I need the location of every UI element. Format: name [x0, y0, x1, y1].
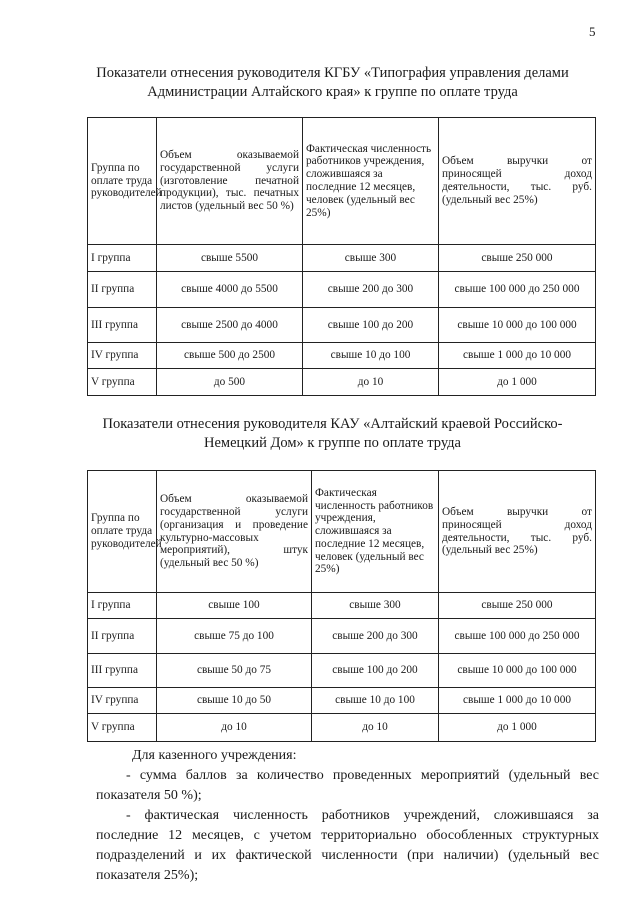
section2-title-line: Показатели отнесения руководителя КАУ «Алтайский краевой Российско-	[102, 416, 563, 432]
header-cell: Объем оказываемой государственной услуги (организация и проведение культурно-массовых мероприятий), штук (удельный вес 50 %)	[157, 471, 312, 593]
table-row	[88, 245, 596, 272]
table-cell: свыше 100 000 до 250 000	[439, 272, 596, 308]
table-cell: I группа	[88, 245, 157, 272]
table-header-row	[88, 118, 596, 245]
table-cell: свыше 100 до 200	[303, 308, 439, 343]
table-cell: до 1 000	[439, 369, 596, 396]
table-cell: свыше 100 до 200	[312, 654, 439, 688]
section2-title	[70, 415, 595, 453]
paragraph: Для казенного учреждения:	[132, 748, 297, 763]
table-row	[88, 654, 596, 688]
table-cell: свыше 250 000	[439, 593, 596, 619]
table-row	[88, 593, 596, 619]
section1-title	[70, 64, 595, 102]
table-row	[88, 619, 596, 654]
table-cell: IV группа	[88, 688, 157, 714]
table-cell: до 1 000	[439, 714, 596, 742]
table-cell: свыше 10 000 до 100 000	[439, 654, 596, 688]
header-cell: Объем выручки от приносящей доход деятельности, тыс. руб. (удельный вес 25%)	[439, 471, 596, 593]
header-cell: Группа по оплате труда руководителей	[88, 118, 157, 245]
table-cell: свыше 250 000	[439, 245, 596, 272]
table-cell: свыше 300	[312, 593, 439, 619]
table-cell: свыше 100	[157, 593, 312, 619]
table-cell: свыше 10 до 100	[312, 688, 439, 714]
table-cell: до 10	[312, 714, 439, 742]
section2-title-line: Немецкий Дом» к группе по оплате труда	[204, 435, 461, 451]
table-cell: II группа	[88, 272, 157, 308]
table-cell: до 500	[157, 369, 303, 396]
section2-table	[87, 470, 596, 742]
header-cell: Объем выручки от приносящей доход деятельности, тыс. руб. (удельный вес 25%)	[439, 118, 596, 245]
table-cell: V группа	[88, 369, 157, 396]
section1-table	[87, 117, 596, 396]
table-cell: свыше 2500 до 4000	[157, 308, 303, 343]
table-cell: свыше 100 000 до 250 000	[439, 619, 596, 654]
table-cell: свыше 4000 до 5500	[157, 272, 303, 308]
table-cell: свыше 1 000 до 10 000	[439, 343, 596, 369]
table-cell: свыше 75 до 100	[157, 619, 312, 654]
table-cell: I группа	[88, 593, 157, 619]
header-cell: Фактическая численность работников учреждения, сложившаяся за последние 12 месяцев, человек (удельный вес 25%)	[312, 471, 439, 593]
table-cell: свыше 50 до 75	[157, 654, 312, 688]
header-cell: Фактическая численность работников учреждения, сложившаяся за последние 12 месяцев, человек (удельный вес 25%)	[303, 118, 439, 245]
body-text	[96, 746, 599, 886]
table-cell: свыше 5500	[157, 245, 303, 272]
table-cell: свыше 10 до 50	[157, 688, 312, 714]
table-cell: до 10	[157, 714, 312, 742]
table-row	[88, 714, 596, 742]
table-row	[88, 308, 596, 343]
table-cell: до 10	[303, 369, 439, 396]
paragraph: - сумма баллов за количество проведенных мероприятий (удельный вес показателя 50 %);	[96, 768, 599, 803]
table-row	[88, 272, 596, 308]
table-row	[88, 688, 596, 714]
table-header-row	[88, 471, 596, 593]
table-cell: свыше 500 до 2500	[157, 343, 303, 369]
table-cell: свыше 10 до 100	[303, 343, 439, 369]
section1-title-line: Администрации Алтайского края» к группе по оплате труда	[147, 84, 518, 100]
table-cell: II группа	[88, 619, 157, 654]
header-cell: Группа по оплате труда руководителей	[88, 471, 157, 593]
table-cell: свыше 200 до 300	[303, 272, 439, 308]
table-row	[88, 343, 596, 369]
table-cell: свыше 1 000 до 10 000	[439, 688, 596, 714]
section1-title-line: Показатели отнесения руководителя КГБУ «Типография управления делами	[96, 65, 569, 81]
table-cell: IV группа	[88, 343, 157, 369]
table-cell: V группа	[88, 714, 157, 742]
table-cell: свыше 200 до 300	[312, 619, 439, 654]
table-cell: свыше 10 000 до 100 000	[439, 308, 596, 343]
page-number: 5	[589, 24, 596, 39]
header-cell: Объем оказываемой государственной услуги (изготовление печатной продукции), тыс. печатных листов (удельный вес 50 %)	[157, 118, 303, 245]
table-cell: III группа	[88, 308, 157, 343]
table-cell: III группа	[88, 654, 157, 688]
paragraph: - фактическая численность работников учреждений, сложившаяся за последние 12 месяцев, с учетом территориально обособленных структурных подразделений и их фактической численности (при наличии) (удельный вес показателя 25%);	[96, 808, 599, 883]
table-cell: свыше 300	[303, 245, 439, 272]
table-row	[88, 369, 596, 396]
